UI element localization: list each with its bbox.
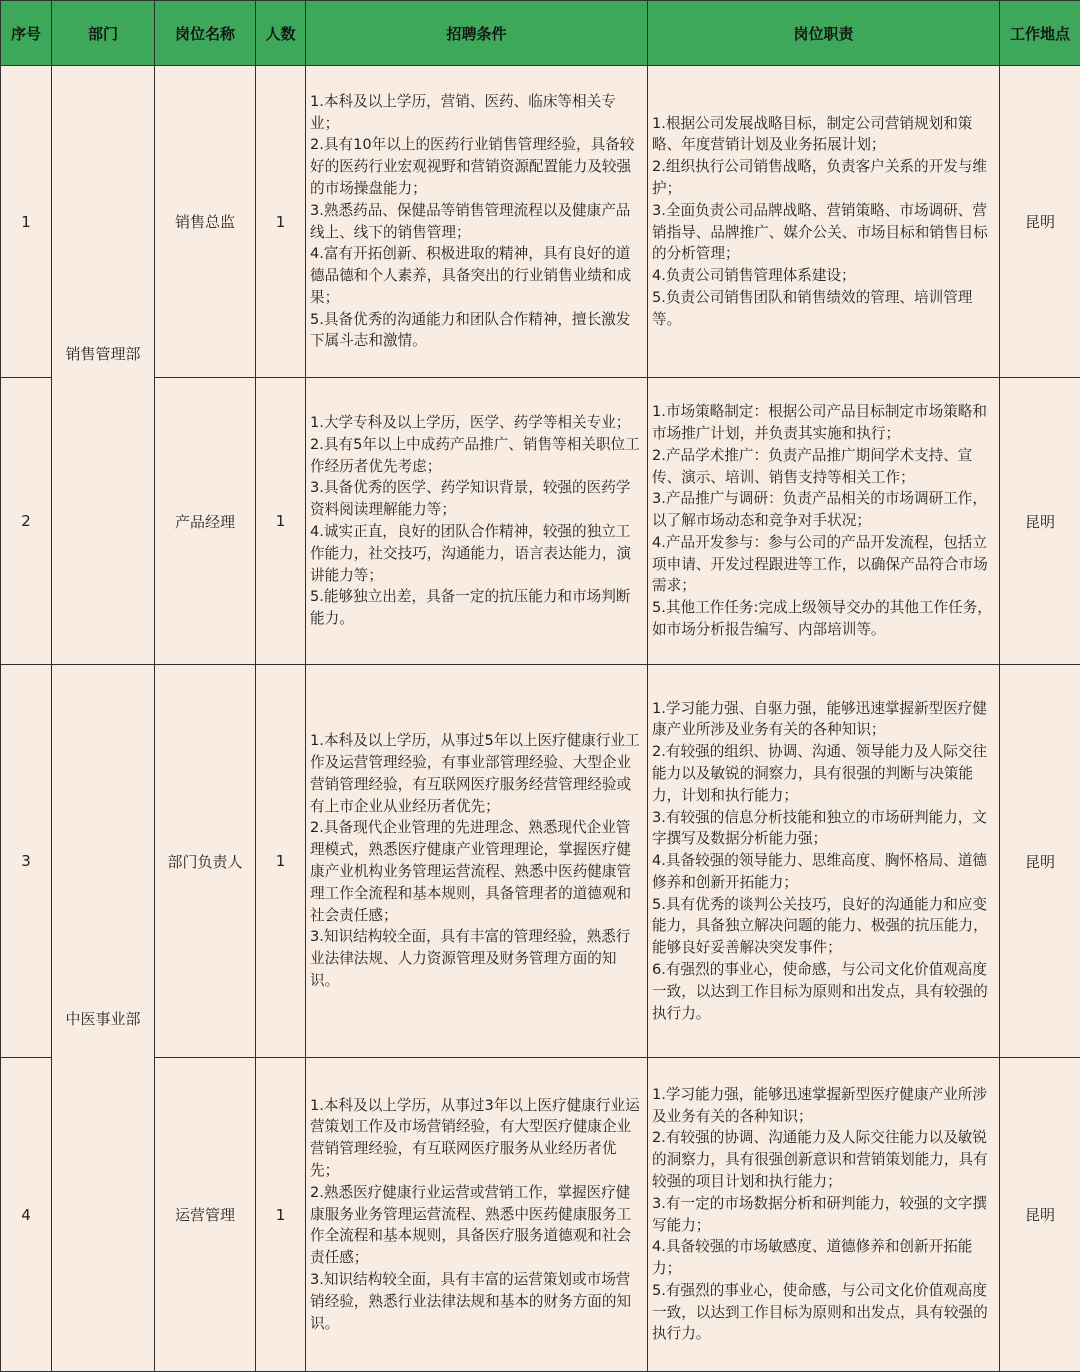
dept-cell bbox=[52, 665, 155, 1372]
dept-name: 中医事业部 bbox=[52, 665, 154, 1029]
row-requirements: 1.大学专科及以上学历，医学、药学等相关专业； 2.具有5年以上中成药产品推广、销售等相关职位工作经历者优先考虑； 3.具备优秀的医学、药学知识背景，较强的医药学资料阅读理解能力等； 4.诚实正直，良好的团队合作精神，较强的独立工作能力，社交技巧，沟通能力，语言表达能力，演讲能力等； 5.能够独立出差，具备一定的抗压能力和市场判断能力。 bbox=[306, 378, 648, 665]
header-location: 工作地点 bbox=[1000, 1, 1080, 66]
header-position: 岗位名称 bbox=[155, 1, 256, 66]
header-seq: 序号 bbox=[1, 1, 52, 66]
dept-cell bbox=[52, 66, 155, 665]
row-duties: 1.学习能力强、自驱力强，能够迅速掌握新型医疗健康产业所涉及业务有关的各种知识； 2.有较强的组织、协调、沟通、领导能力及人际交往能力以及敏锐的洞察力，具有很强的判断与决策能力，计划和执行能力； 3.有较强的信息分析技能和独立的市场研判能力，文字撰写及数据分析能力强； 4.具备较强的领导能力、思维高度、胸怀格局、道德修养和创新开拓能力； 5.具有优秀的谈判公关技巧，良好的沟通能力和应变能力，具备独立解决问题的能力、极强的抗压能力，能够良好妥善解决突发事件； 6.有强烈的事业心，使命感，与公司文化价值观高度一致，以达到工作目标为原则和出发点，具有较强的执行力。 bbox=[648, 665, 1000, 1058]
header-row bbox=[1, 1, 1080, 66]
row-location: 昆明 bbox=[1000, 1058, 1080, 1372]
row-count: 1 bbox=[256, 378, 306, 665]
header-duties: 岗位职责 bbox=[648, 1, 1000, 66]
row-position: 运营管理 bbox=[155, 1058, 256, 1372]
row-position: 产品经理 bbox=[155, 378, 256, 665]
table-row bbox=[1, 665, 1080, 1058]
row-seq: 4 bbox=[1, 1058, 52, 1372]
row-position: 部门负责人 bbox=[155, 665, 256, 1058]
row-duties: 1.市场策略制定：根据公司产品目标制定市场策略和市场推广计划，并负责其实施和执行； 2.产品学术推广：负责产品推广期间学术支持、宣传、演示、培训、销售支持等相关工作； 3.产品推广与调研：负责产品相关的市场调研工作，以了解市场动态和竞争对手状况； 4.产品开发参与：参与公司的产品开发流程，包括立项申请、开发过程跟进等工作，以确保产品符合市场需求； 5.其他工作任务:完成上级领导交办的其他工作任务，如市场分析报告编写、内部培训等。 bbox=[648, 378, 1000, 665]
header-count: 人数 bbox=[256, 1, 306, 66]
header-dept: 部门 bbox=[52, 1, 155, 66]
row-location: 昆明 bbox=[1000, 378, 1080, 665]
row-location: 昆明 bbox=[1000, 66, 1080, 378]
row-requirements: 1.本科及以上学历，从事过5年以上医疗健康行业工作及运营管理经验，有事业部管理经验、大型企业营销管理经验，有互联网医疗服务经营管理经验或有上市企业从业经历者优先； 2.具备现代企业管理的先进理念、熟悉现代企业管理模式，熟悉医疗健康产业管理理论，掌握医疗健康产业机构业务管理运营流程、熟悉中医药健康管理工作全流程和基本规则，具备管理者的道德观和社会责任感； 3.知识结构较全面，具有丰富的管理经验，熟悉行业法律法规、人力资源管理及财务管理方面的知识。 bbox=[306, 665, 648, 1058]
row-seq: 2 bbox=[1, 378, 52, 665]
row-duties: 1.学习能力强，能够迅速掌握新型医疗健康产业所涉及业务有关的各种知识； 2.有较强的协调、沟通能力及人际交往能力以及敏锐的洞察力，具有很强创新意识和营销策划能力，具有较强的项目计划和执行能力； 3.有一定的市场数据分析和研判能力，较强的文字撰写能力； 4.具备较强的市场敏感度、道德修养和创新开拓能力； 5.有强烈的事业心，使命感，与公司文化价值观高度一致，以达到工作目标为原则和出发点，具有较强的执行力。 bbox=[648, 1058, 1000, 1372]
row-requirements: 1.本科及以上学历，从事过3年以上医疗健康行业运营策划工作及市场营销经验，有大型医疗健康企业营销管理经验，有互联网医疗服务从业经历者优先； 2.熟悉医疗健康行业运营或营销工作，掌握医疗健康服务业务管理运营流程、熟悉中医药健康服务工作全流程和基本规则，具备医疗服务道德观和社会责任感； 3.知识结构较全面，具有丰富的运营策划或市场营销经验，熟悉行业法律法规和基本的财务方面的知识。 bbox=[306, 1058, 648, 1372]
row-seq: 3 bbox=[1, 665, 52, 1058]
row-count: 1 bbox=[256, 66, 306, 378]
table-row bbox=[1, 66, 1080, 378]
dept-name: 销售管理部 bbox=[52, 66, 154, 364]
row-requirements: 1.本科及以上学历，营销、医药、临床等相关专业； 2.具有10年以上的医药行业销售管理经验，具备较好的医药行业宏观视野和营销资源配置能力及较强的市场操盘能力； 3.熟悉药品、保健品等销售管理流程以及健康产品线上、线下的销售管理； 4.富有开拓创新、积极进取的精神，具有良好的道德品德和个人素养，具备突出的行业销售业绩和成果； 5.具备优秀的沟通能力和团队合作精神，擅长激发下属斗志和激情。 bbox=[306, 66, 648, 378]
row-location: 昆明 bbox=[1000, 665, 1080, 1058]
table-row bbox=[1, 1058, 1080, 1372]
row-seq: 1 bbox=[1, 66, 52, 378]
row-duties: 1.根据公司发展战略目标，制定公司营销规划和策略、年度营销计划及业务拓展计划； 2.组织执行公司销售战略，负责客户关系的开发与维护； 3.全面负责公司品牌战略、营销策略、市场调研、营销指导、品牌推广、媒介公关、市场目标和销售目标的分析管理； 4.负责公司销售管理体系建设； 5.负责公司销售团队和销售绩效的管理、培训管理等。 bbox=[648, 66, 1000, 378]
row-count: 1 bbox=[256, 1058, 306, 1372]
row-position: 销售总监 bbox=[155, 66, 256, 378]
row-count: 1 bbox=[256, 665, 306, 1058]
header-requirements: 招聘条件 bbox=[306, 1, 648, 66]
table-row bbox=[1, 378, 1080, 665]
